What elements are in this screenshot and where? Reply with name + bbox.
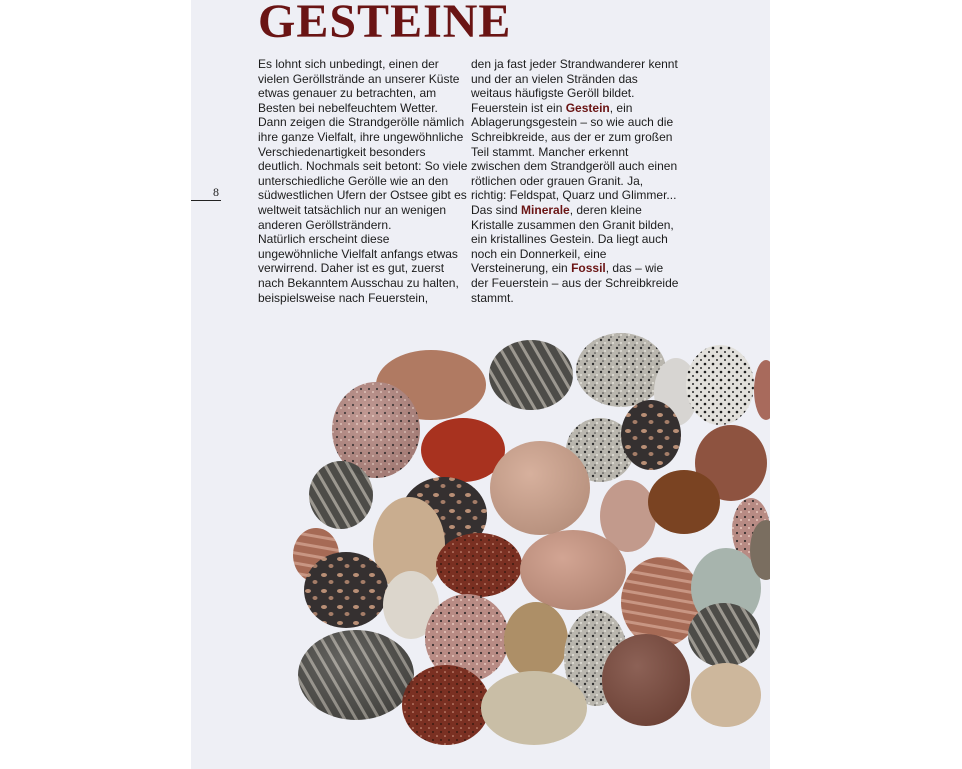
paragraph-1: Es lohnt sich unbedingt, einen der vielen Geröllstrände an unserer Küste etwas genauer zu betrachten, am Besten bei nebelfeuchtem Wetter. Dann zeigen die Strandgerölle nämlich ihre ganze Vielfalt, ihre ungewöhnliche Verschiedenartigkeit besonders deutlich. Nochmals seit betont: So viele unterschiedliche Gerölle wie an den südwestlichen Ufern der Ostsee gibt es weltweit tatsächlich nur an wenigen anderen Geröllsträndern. (258, 57, 468, 232)
pebbles-photo (191, 330, 770, 769)
page-number-rule (191, 200, 221, 201)
paragraph-3 (471, 57, 681, 305)
text-segment: , das – wie der Feuerstein – aus der Schreibkreide stammt. (471, 261, 679, 305)
text-segment: den ja fast jeder Strandwanderer kennt und der an vielen Stränden das weitaus häufigste Geröll bildet. Feuerstein ist ein (471, 57, 678, 115)
term-gestein: Gestein (565, 100, 610, 115)
page-title: GESTEINE (258, 0, 512, 48)
term-fossil: Fossil (571, 261, 606, 276)
term-minerale: Minerale (521, 202, 570, 217)
text-segment: , deren kleine Kristalle zusammen den Granit bilden, ein kristallines Gestein. Da liegt auch noch ein Donnerkeil, eine Versteinerung, ein (471, 202, 674, 276)
book-page (191, 0, 770, 769)
text-column-right (471, 57, 681, 305)
text-column-left (258, 57, 468, 305)
text-segment: , ein Ablagerungsgestein – so wie auch die Schreibkreide, aus der er zum großen Teil stammt. Mancher erkennt zwischen dem Strandgeröll auch einen rötlichen oder grauen Granit. Ja, richtig: Feldspat, Quarz und Glimmer... Das sind (471, 100, 678, 217)
paragraph-2: Natürlich erscheint diese ungewöhnliche Vielfalt anfangs etwas verwirrend. Daher ist es gut, zuerst nach Bekanntem Ausschau zu halten, beispielsweise nach Feuerstein, (258, 232, 459, 305)
page-number: 8 (213, 185, 219, 199)
